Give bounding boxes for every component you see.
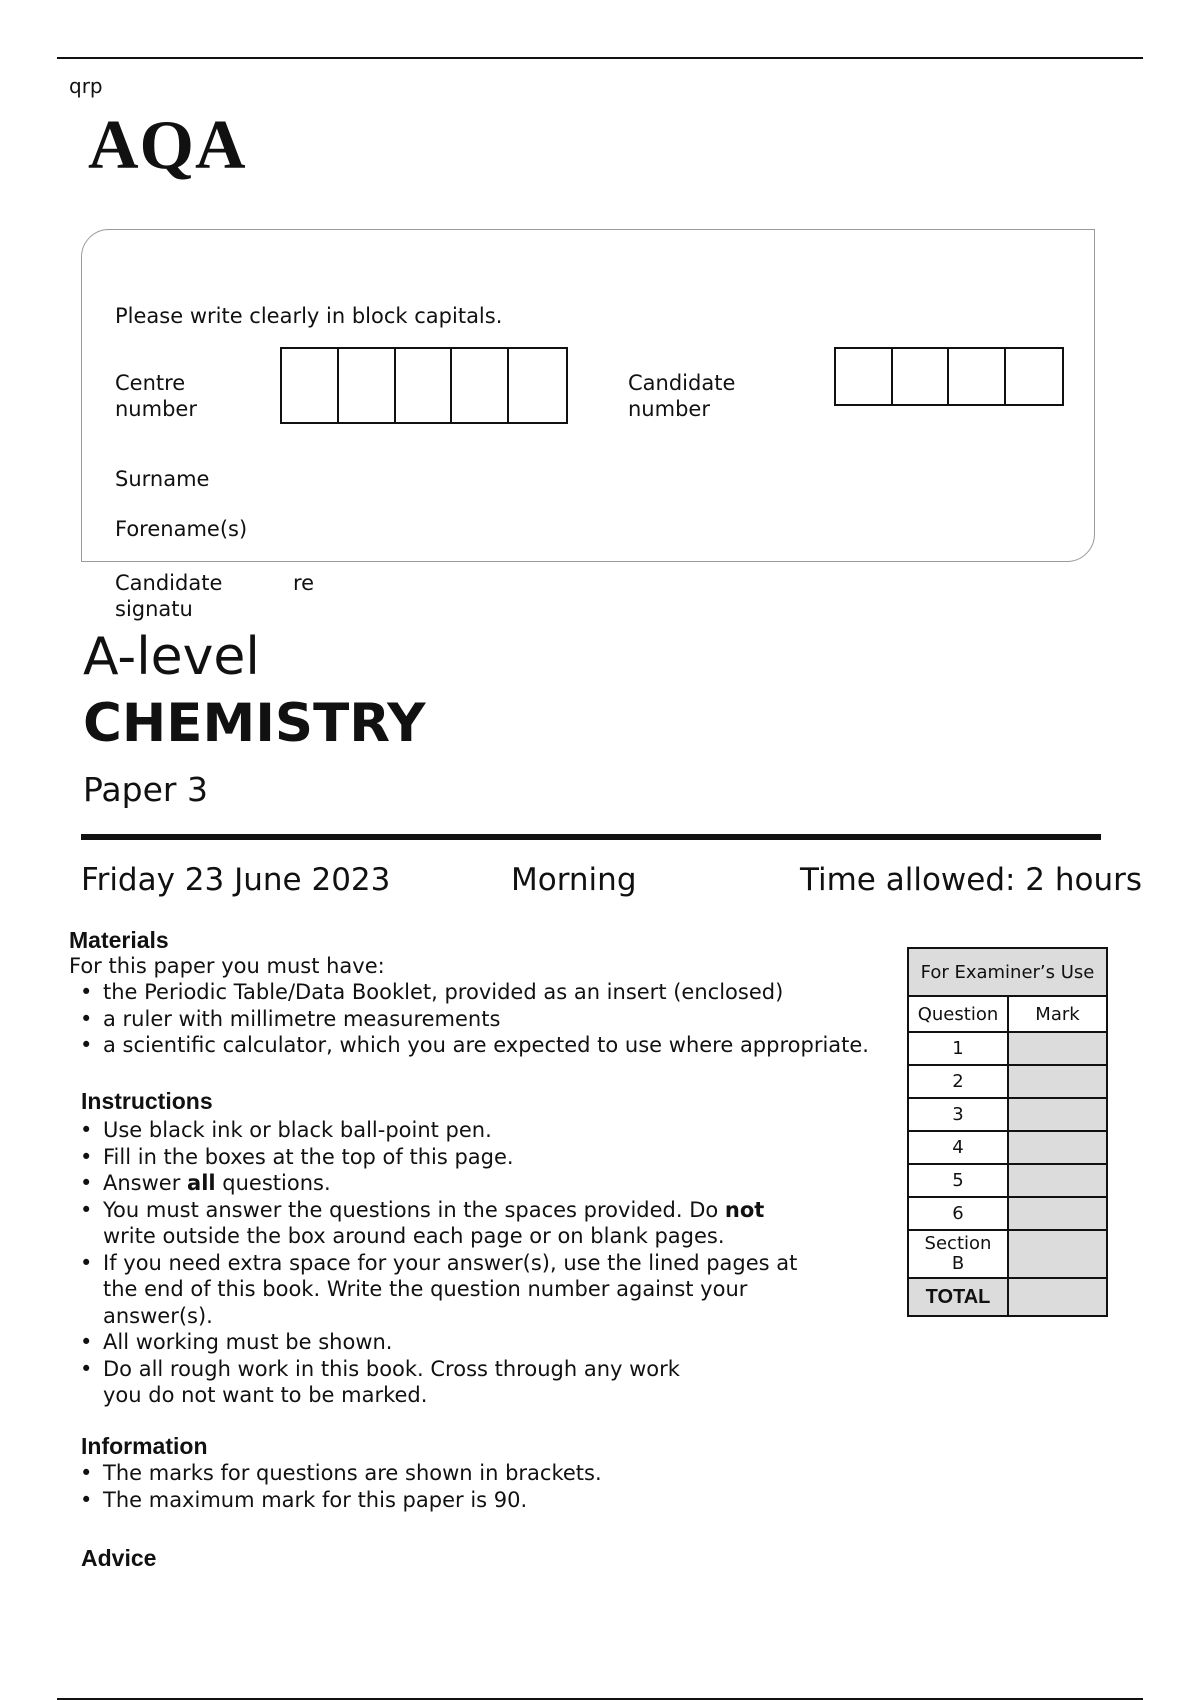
candidate-number-digit[interactable] xyxy=(836,349,893,404)
candidate-signature-label-suffix: re xyxy=(293,571,315,595)
centre-number-digit[interactable] xyxy=(452,349,509,422)
mark-cell xyxy=(1008,1230,1107,1278)
centre-number-digit[interactable] xyxy=(282,349,339,422)
question-column-header: Question xyxy=(908,996,1008,1032)
candidate-number-label: Candidate number xyxy=(628,371,736,421)
mark-cell xyxy=(1008,1032,1107,1065)
time-allowed: Time allowed: 2 hours xyxy=(800,862,1143,898)
list-item: • If you need extra space for your answer(s), use the lined pages at the end of this book. Write the question number against your answer(s). xyxy=(69,1250,889,1330)
information-list xyxy=(69,1460,889,1513)
question-number: 1 xyxy=(908,1032,1008,1065)
candidate-signature-label: Candidate signatu xyxy=(115,571,223,621)
information-heading: Information xyxy=(81,1433,208,1459)
examiner-use-table xyxy=(907,947,1108,1317)
mark-column-header: Mark xyxy=(1008,996,1107,1032)
list-item: • You must answer the questions in the spaces provided. Do not write outside the box around each page or on blank pages. xyxy=(69,1197,889,1250)
list-item: • All working must be shown. xyxy=(69,1329,889,1356)
materials-heading: Materials xyxy=(69,927,169,953)
question-number: 2 xyxy=(908,1065,1008,1098)
centre-number-digit[interactable] xyxy=(339,349,396,422)
reference-code: qrp xyxy=(69,74,103,98)
subject-title: CHEMISTRY xyxy=(83,693,426,754)
title-divider xyxy=(81,834,1101,840)
list-item: • Use black ink or black ball-point pen. xyxy=(69,1117,889,1144)
surname-label: Surname xyxy=(115,467,210,491)
exam-date: Friday 23 June 2023 xyxy=(81,862,391,898)
list-item: • Fill in the boxes at the top of this page. xyxy=(69,1144,889,1171)
list-item: • the Periodic Table/Data Booklet, provided as an insert (enclosed) xyxy=(69,979,949,1006)
candidate-number-digit[interactable] xyxy=(893,349,950,404)
list-item: • a scientific calculator, which you are expected to use where appropriate. xyxy=(69,1032,949,1059)
qualification-level: A-level xyxy=(83,627,260,687)
question-number: 3 xyxy=(908,1098,1008,1131)
candidate-number-digit[interactable] xyxy=(1006,349,1062,404)
top-rule xyxy=(57,57,1143,59)
mark-cell xyxy=(1008,1131,1107,1164)
list-item: • The marks for questions are shown in brackets. xyxy=(69,1460,889,1487)
question-number: 4 xyxy=(908,1131,1008,1164)
block-capitals-instruction: Please write clearly in block capitals. xyxy=(115,304,503,328)
centre-number-boxes[interactable] xyxy=(280,347,568,424)
candidate-number-boxes[interactable] xyxy=(834,347,1064,406)
advice-heading: Advice xyxy=(81,1545,157,1571)
materials-intro: For this paper you must have: xyxy=(69,954,385,978)
section-b-label: Section B xyxy=(908,1230,1008,1278)
list-item: • Answer all questions. xyxy=(69,1170,889,1197)
forenames-label: Forename(s) xyxy=(115,517,248,541)
examiner-table-title: For Examiner’s Use xyxy=(908,948,1107,996)
mark-cell xyxy=(1008,1197,1107,1230)
total-mark-cell xyxy=(1008,1278,1107,1316)
materials-list xyxy=(69,979,949,1059)
list-item: • a ruler with millimetre measurements xyxy=(69,1006,949,1033)
list-item: • Do all rough work in this book. Cross through any work you do not want to be marked. xyxy=(69,1356,889,1409)
list-item: • The maximum mark for this paper is 90. xyxy=(69,1487,889,1514)
mark-cell xyxy=(1008,1065,1107,1098)
aqa-logo: AQA xyxy=(88,107,247,184)
centre-number-digit[interactable] xyxy=(509,349,566,422)
question-number: 6 xyxy=(908,1197,1008,1230)
instructions-list xyxy=(69,1117,889,1409)
instructions-heading: Instructions xyxy=(81,1088,213,1114)
centre-number-label: Centre number xyxy=(115,371,197,421)
mark-cell xyxy=(1008,1098,1107,1131)
question-number: 5 xyxy=(908,1164,1008,1197)
exam-session: Morning xyxy=(511,862,637,898)
total-label: TOTAL xyxy=(908,1278,1008,1316)
mark-cell xyxy=(1008,1164,1107,1197)
paper-number: Paper 3 xyxy=(83,770,208,809)
candidate-number-digit[interactable] xyxy=(949,349,1006,404)
centre-number-digit[interactable] xyxy=(396,349,453,422)
